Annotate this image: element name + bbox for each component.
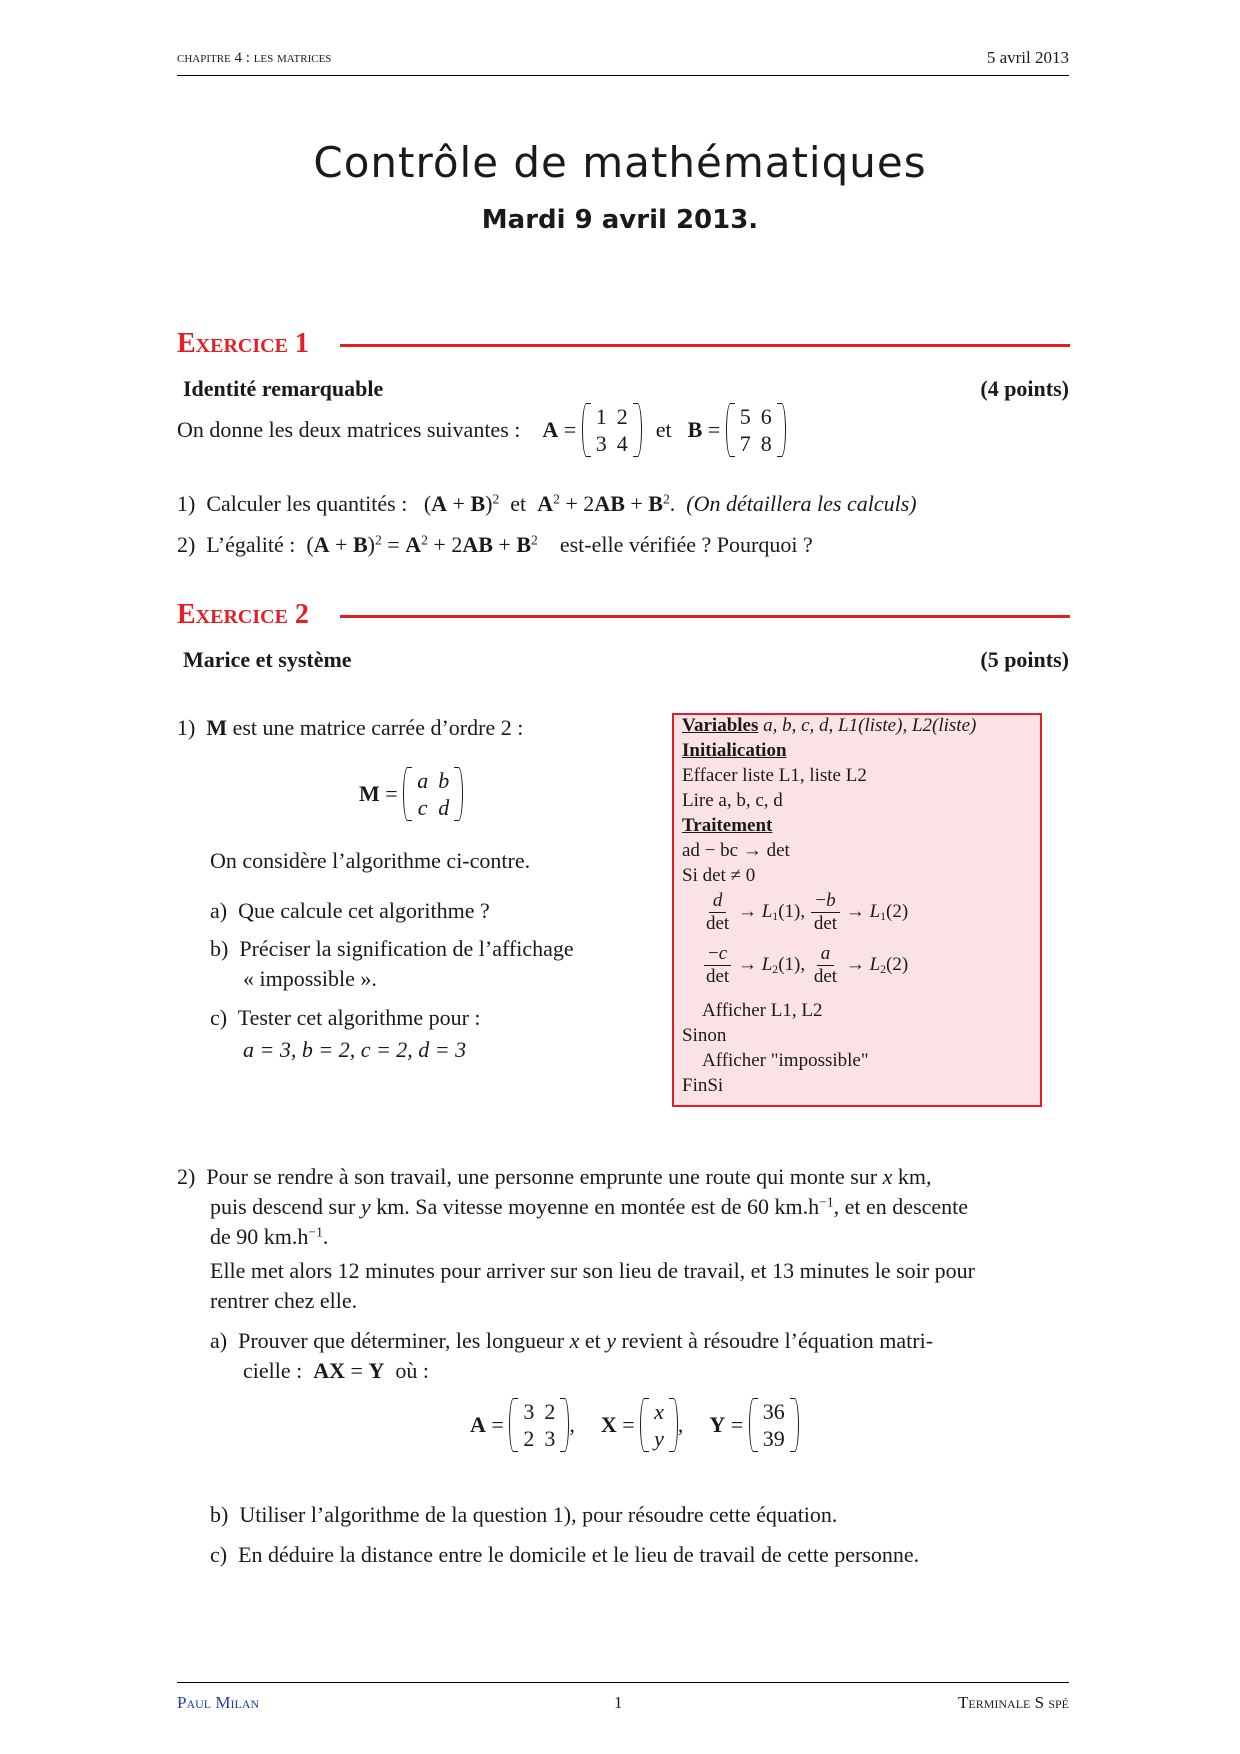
algo-traitement (682, 815, 772, 837)
question-text: revient à résoudre l’équation matri- (621, 1328, 934, 1353)
question-text: Pour se rendre à son travail, une personne emprunte une route qui monte sur (206, 1164, 878, 1189)
question-number: 1) (177, 715, 196, 740)
question-text: Utiliser l’algorithme de la question 1), pour résoudre cette équation. (239, 1502, 838, 1527)
exercise-2-q1b-cont: « impossible ». (243, 966, 377, 991)
consider-text: On considère l’algorithme ci-contre. (210, 848, 531, 873)
exercise-2-q1a (210, 896, 490, 926)
matrix-a-name: A (542, 417, 559, 442)
algo-l2-assign: $\frac{-c}{\det}$ → $L_2(1)$, $\frac{a}{\det}$ → $L_2(2)$ (706, 943, 909, 987)
exercise-1-question-2: 2) L’égalité : $(A + B)^2 = A^2 + 2AB + B^2$ est-elle vérifiée ? Pourquoi ? (177, 532, 813, 557)
matrix-m-equation: M = a b c d (359, 766, 463, 822)
algo-keyword: Traitement (682, 815, 773, 836)
exercise-2-q1c-values: a = 3, b = 2, c = 2, d = 3 (243, 1037, 467, 1062)
matrix-b (726, 403, 786, 457)
question-text: km, (897, 1164, 932, 1189)
question-text: où : (395, 1358, 429, 1383)
algo-lire: Lire a, b, c, d (682, 790, 783, 811)
question-text: puis descend sur (210, 1194, 356, 1219)
matrix-cell: x (654, 1399, 664, 1424)
question-number: b) (210, 1502, 229, 1527)
question-number: 1) (177, 491, 196, 516)
question-text: , et en descente (833, 1194, 969, 1219)
matrix-cell: 2 (544, 1399, 556, 1424)
and-word: et (655, 417, 672, 442)
exercise-2-question-2-line2: puis descend sur y km. Sa vitesse moyenne en montée est de 60 $km.h^{-1}$, et en descente (210, 1194, 969, 1219)
matrix-cell: d (438, 795, 450, 820)
question-text: Calculer les quantités : (206, 491, 408, 516)
algo-afficher-impossible: Afficher "impossible" (702, 1050, 869, 1071)
algo-keyword: Variables (682, 715, 759, 736)
algo-init (682, 740, 787, 762)
question-text: Tester cet algorithme pour : (237, 1005, 481, 1030)
header-chapter: chapitre 4 : les matrices (177, 50, 332, 66)
exercise-2-title: Exercice 2 (177, 599, 309, 630)
matrix-cell: 4 (616, 431, 628, 456)
exercise-2-question-2-line5: rentrer chez elle. (210, 1288, 358, 1313)
question-number: a) (210, 898, 228, 923)
algo-text: a, b, c, d, L1(liste), L2(liste) (763, 715, 977, 736)
exercise-1-rule (340, 344, 1070, 347)
matrix-cell: 7 (739, 431, 751, 456)
algo-calc: ad − bc → det (682, 840, 790, 861)
question-number: c) (210, 1005, 228, 1030)
algo-variables (682, 715, 976, 737)
exercise-1-subtitle: Identité remarquable (183, 376, 384, 401)
question-text: de 90 km.h (210, 1224, 309, 1249)
page-title: Contrôle de mathématiques (313, 138, 927, 187)
question-number: 2) (177, 1164, 196, 1189)
question-text: cielle : (243, 1358, 303, 1383)
question-number: c) (210, 1542, 228, 1567)
page-subtitle-date: Mardi 9 avril 2013. (481, 205, 759, 235)
matrix-cell: 3 (544, 1426, 556, 1451)
matrix-cell: 5 (739, 404, 751, 429)
header-date: 5 avril 2013 (986, 48, 1069, 67)
algo-sinon: Sinon (682, 1025, 727, 1046)
exercise-1-intro: On donne les deux matrices suivantes : A = 1 2 3 4 et B = 5 6 7 8 (177, 402, 786, 458)
matrix-b-name: B (687, 417, 703, 442)
algo-keyword: Initialication (682, 740, 787, 761)
matrix-cell: 8 (760, 431, 772, 456)
algo-si: Si det ≠ 0 (682, 865, 756, 886)
exercise-1-question-1: 1) Calculer les quantités : $(A + B)^2$ et $A^2 + 2AB + B^2$. (On détaillera les calculs) (177, 491, 917, 516)
question-text: L’égalité : (206, 532, 296, 557)
intro-text: On donne les deux matrices suivantes : (177, 417, 521, 442)
footer-page-number: 1 (614, 1693, 623, 1712)
exercise-1-title: Exercice 1 (177, 328, 309, 359)
matrix-cell: 39 (762, 1426, 785, 1451)
matrix-cell: c (417, 795, 428, 820)
matrix-cell: 36 (762, 1399, 785, 1424)
exercise-2-question-1: 1) M est une matrice carrée d’ordre 2 : (177, 715, 524, 740)
exercise-2-q2a-line2: cielle : AX = Y où : (243, 1358, 429, 1383)
exercise-2-question-2-line3: de 90 $km.h^{-1}$. (210, 1224, 329, 1249)
matrix-cell: 3 (523, 1399, 535, 1424)
exercise-2-q2b (210, 1500, 837, 1530)
question-text: est une matrice carrée d’ordre 2 : (232, 715, 524, 740)
question-end: est-elle vérifiée ? Pourquoi ? (559, 532, 813, 557)
matrix-cell: y (654, 1426, 664, 1451)
matrix-m (403, 767, 463, 821)
exercise-2-question-2-line1: 2) Pour se rendre à son travail, une personne emprunte une route qui monte sur x km, (177, 1164, 932, 1189)
question-text: En déduire la distance entre le domicile et le lieu de travail de cette personne. (238, 1542, 920, 1567)
matrix-cell: 3 (595, 431, 607, 456)
question-text: Préciser la signification de l’affichage (239, 936, 574, 961)
question-text: Que calcule cet algorithme ? (238, 898, 490, 923)
matrix-cell: 2 (523, 1426, 535, 1451)
system-matrices: A = 3 2 2 3 , X = x y , Y = 36 39 (470, 1395, 799, 1455)
exercise-2-question-2-line4: Elle met alors 12 minutes pour arriver sur son lieu de travail, et 13 minutes le soir pour (210, 1258, 975, 1283)
question-text: Prouver que déterminer, les longueur (238, 1328, 565, 1353)
algo-afficher-l: Afficher L1, L2 (702, 1000, 823, 1021)
exercise-2-q2a-line1: a) Prouver que déterminer, les longueur x et y revient à résoudre l’équation matri- (210, 1328, 934, 1353)
footer-author: Paul Milan (177, 1693, 260, 1712)
matrix-cell: 2 (616, 404, 628, 429)
question-number: 2) (177, 532, 196, 557)
exercise-2-subtitle: Marice et système (183, 647, 352, 672)
exercise-2-q2c (210, 1540, 919, 1570)
question-number: b) (210, 936, 229, 961)
exercise-1-points: (4 points) (980, 376, 1069, 401)
question-text: km. Sa vitesse moyenne en montée est de 60 km.h (376, 1194, 820, 1219)
matrix-a2 (509, 1398, 569, 1452)
algo-effacer: Effacer liste L1, liste L2 (682, 765, 867, 786)
vector-x (640, 1398, 678, 1452)
exercise-2-q1b (210, 934, 574, 964)
header-rule (177, 75, 1069, 76)
vector-y (749, 1398, 799, 1452)
exercise-2-q1c (210, 1003, 481, 1033)
exercise-2-rule (340, 615, 1070, 618)
matrix-cell: 6 (760, 404, 772, 429)
algorithm-box (672, 713, 1042, 1107)
matrix-cell: b (438, 768, 450, 793)
matrix-cell: 1 (595, 404, 607, 429)
matrix-a (582, 403, 642, 457)
exercise-2-points: (5 points) (980, 647, 1069, 672)
footer-rule (177, 1682, 1069, 1683)
algo-l1-assign: $\frac{d}{\det}$ → $L_1(1)$, $\frac{-b}{\det}$ → $L_1(2)$ (706, 890, 909, 934)
footer-class: Terminale S spé (957, 1693, 1069, 1712)
question-number: a) (210, 1328, 228, 1353)
algo-finsi: FinSi (682, 1075, 724, 1096)
matrix-cell: a (417, 768, 429, 793)
question-note: (On détaillera les calculs) (686, 491, 917, 516)
